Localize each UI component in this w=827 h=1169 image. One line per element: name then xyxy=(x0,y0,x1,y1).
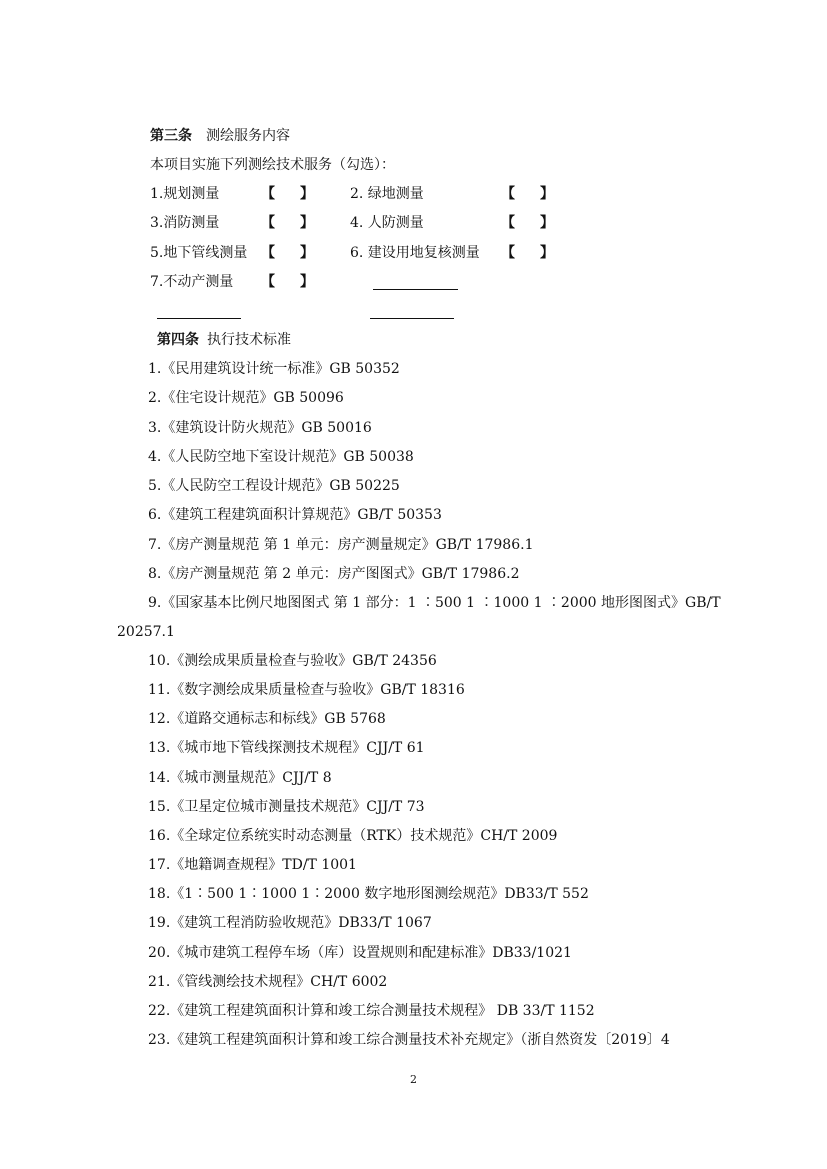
checkbox-close-bracket[interactable]: 】 xyxy=(300,274,314,290)
standard-item-continuation: 20257.1 xyxy=(117,624,175,640)
standard-item: 18.《1∶500 1∶1000 1∶2000 数字地形图测绘规范》DB33/T 552 xyxy=(148,886,589,902)
service-label: 1.规划测量 xyxy=(150,186,220,202)
checkbox-open-bracket[interactable]: 【 xyxy=(261,274,275,290)
checkbox-open-bracket[interactable]: 【 xyxy=(261,186,275,202)
standard-item: 2.《住宅设计规范》GB 50096 xyxy=(148,390,344,406)
standard-item: 14.《城市测量规范》CJJ/T 8 xyxy=(148,770,332,786)
article4-title: 执行技术标准 xyxy=(207,332,291,348)
service-label: 3.消防测量 xyxy=(150,215,220,231)
article3-intro: 本项目实施下列测绘技术服务（勾选）： xyxy=(150,157,395,173)
article4-heading-line xyxy=(157,331,291,349)
checkbox-open-bracket[interactable]: 【 xyxy=(501,186,515,202)
article3-heading: 第三条 xyxy=(150,128,192,144)
standard-item: 6.《建筑工程建筑面积计算规范》GB/T 50353 xyxy=(148,507,442,523)
standard-item: 9.《国家基本比例尺地图图式 第 1 部分：1 ∶500 1 ∶1000 1 ∶2000 地形图图式》GB/T xyxy=(148,595,721,611)
standard-item: 8.《房产测量规范 第 2 单元：房产图图式》GB/T 17986.2 xyxy=(148,566,520,582)
article3-title: 测绘服务内容 xyxy=(206,128,290,144)
standard-item: 10.《测绘成果质量检查与验收》GB/T 24356 xyxy=(148,653,437,669)
article3-heading-line xyxy=(150,127,290,145)
standard-item: 19.《建筑工程消防验收规范》DB33/T 1067 xyxy=(148,915,432,931)
standard-item: 20.《城市建筑工程停车场（库）设置规则和配建标准》DB33/1021 xyxy=(148,945,572,961)
standard-item: 1.《民用建筑设计统一标准》GB 50352 xyxy=(148,361,400,377)
blank-fill-line[interactable] xyxy=(373,289,458,290)
checkbox-close-bracket[interactable]: 】 xyxy=(300,186,314,202)
blank-fill-line[interactable] xyxy=(157,318,241,319)
checkbox-open-bracket[interactable]: 【 xyxy=(261,245,275,261)
standard-item: 4.《人民防空地下室设计规范》GB 50038 xyxy=(148,449,414,465)
checkbox-open-bracket[interactable]: 【 xyxy=(501,215,515,231)
service-label: 4. 人防测量 xyxy=(350,215,424,231)
standard-item: 7.《房产测量规范 第 1 单元：房产测量规定》GB/T 17986.1 xyxy=(148,537,534,553)
standard-item: 13.《城市地下管线探测技术规程》CJJ/T 61 xyxy=(148,740,425,756)
standard-item: 21.《管线测绘技术规程》CH/T 6002 xyxy=(148,974,388,990)
article4-heading: 第四条 xyxy=(157,332,199,348)
service-label: 2. 绿地测量 xyxy=(350,186,424,202)
standard-item: 12.《道路交通标志和标线》GB 5768 xyxy=(148,711,386,727)
standard-item: 23.《建筑工程建筑面积计算和竣工综合测量技术补充规定》（浙自然资发〔2019〕4 xyxy=(148,1032,670,1048)
checkbox-close-bracket[interactable]: 】 xyxy=(300,245,314,261)
standard-item: 3.《建筑设计防火规范》GB 50016 xyxy=(148,420,372,436)
standard-item: 5.《人民防空工程设计规范》GB 50225 xyxy=(148,478,400,494)
standard-item: 16.《全球定位系统实时动态测量（RTK）技术规范》CH/T 2009 xyxy=(148,828,558,844)
standard-item: 15.《卫星定位城市测量技术规范》CJJ/T 73 xyxy=(148,799,425,815)
service-label: 6. 建设用地复核测量 xyxy=(350,245,480,261)
page-number: 2 xyxy=(410,1073,417,1086)
checkbox-open-bracket[interactable]: 【 xyxy=(261,215,275,231)
checkbox-close-bracket[interactable]: 】 xyxy=(540,215,554,231)
service-label: 5.地下管线测量 xyxy=(150,245,248,261)
checkbox-close-bracket[interactable]: 】 xyxy=(540,245,554,261)
checkbox-close-bracket[interactable]: 】 xyxy=(540,186,554,202)
checkbox-close-bracket[interactable]: 】 xyxy=(300,215,314,231)
blank-fill-line[interactable] xyxy=(370,318,454,319)
checkbox-open-bracket[interactable]: 【 xyxy=(501,245,515,261)
service-label: 7.不动产测量 xyxy=(150,274,234,290)
standard-item: 11.《数字测绘成果质量检查与验收》GB/T 18316 xyxy=(148,682,465,698)
standard-item: 22.《建筑工程建筑面积计算和竣工综合测量技术规程》 DB 33/T 1152 xyxy=(148,1003,595,1019)
standard-item: 17.《地籍调查规程》TD/T 1001 xyxy=(148,857,357,873)
